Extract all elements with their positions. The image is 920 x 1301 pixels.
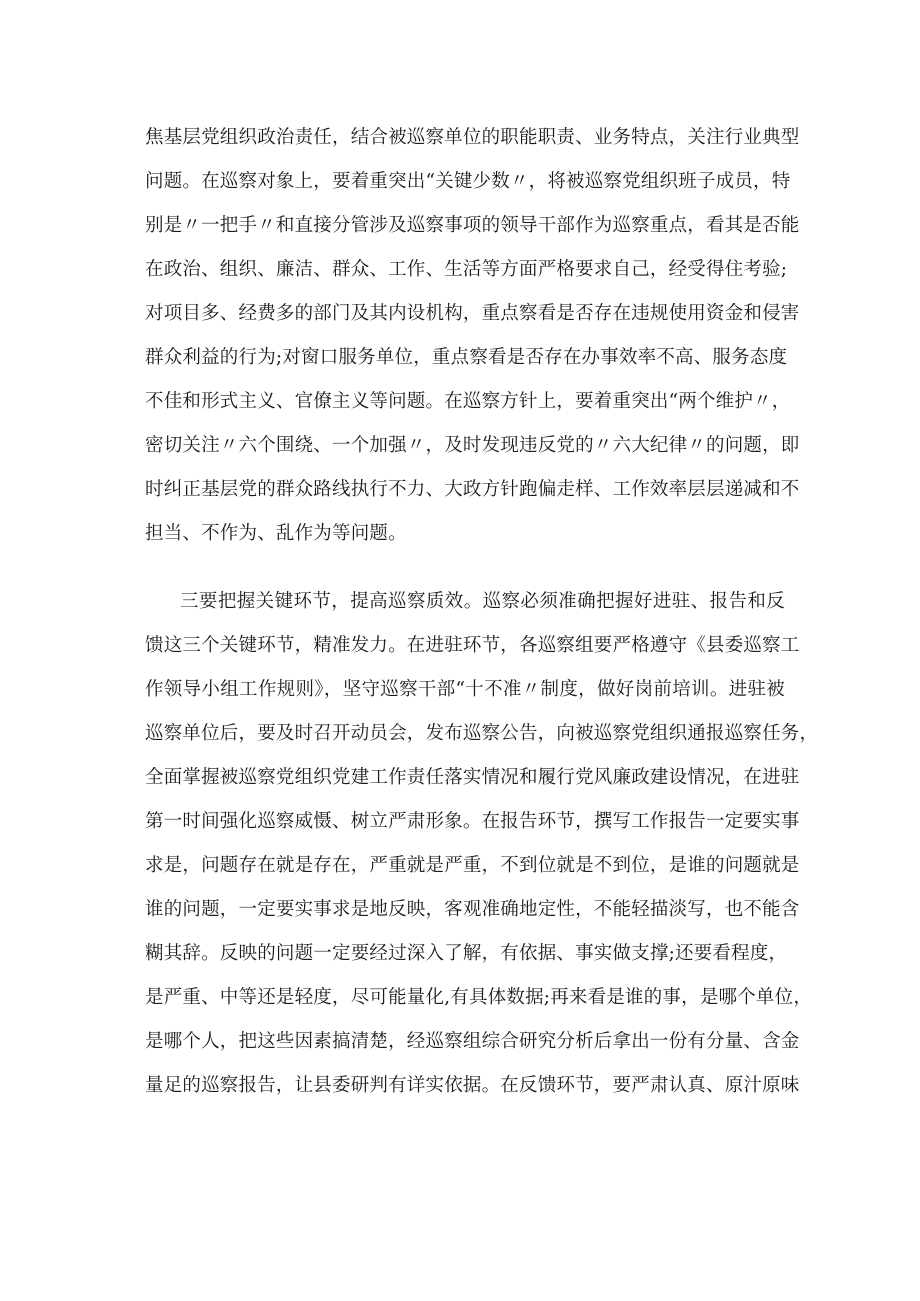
text-line-14: 巡察单位后，要及时召开动员会，发布巡察公告，向被巡察党组织通报巡察任务， — [145, 723, 819, 744]
text-line-19: 糊其辞。反映的问题一定要经过深入了解，有依据、事实做支撑;还要看程度， — [145, 943, 788, 964]
text-line-22: 量足的巡察报告，让县委研判有详实依据。在反馈环节，要严肃认真、原汁原味 — [145, 1075, 800, 1096]
text-line-2: 问题。在巡察对象上，要着重突出“关键少数〃，将被巡察党组织班子成员，特 — [145, 171, 791, 192]
text-line-12: 馈这三个关键环节，精准发力。在进驻环节，各巡察组要严格遵守《县委巡察工 — [145, 635, 800, 656]
text-line-18: 谁的问题，一定要实事求是地反映，客观准确地定性，不能轻描淡写，也不能含 — [145, 899, 800, 920]
text-line-21: 是哪个人，把这些因素搞清楚，经巡察组综合研究分析后拿出一份有分量、含金 — [145, 1031, 800, 1052]
text-line-16: 第一时间强化巡察威慑、树立严肃形象。在报告环节，撰写工作报告一定要实事 — [145, 811, 800, 832]
text-line-10: 担当、不作为、乱作为等问题。 — [145, 523, 407, 544]
text-line-1: 焦基层党组织政治责任，结合被巡察单位的职能职责、业务特点，关注行业典型 — [145, 127, 800, 148]
text-line-20: 是严重、中等还是轻度，尽可能量化,有具体数据;再来看是谁的事，是哪个单位， — [145, 987, 813, 1008]
text-line-15: 全面掌握被巡察党组织党建工作责任落实情况和履行党风廉政建设情况，在进驻 — [145, 767, 800, 788]
text-line-4: 在政治、组织、廉洁、群众、工作、生活等方面严格要求自己，经受得住考验; — [145, 259, 788, 280]
text-line-5: 对项目多、经费多的部门及其内设机构，重点察看是否存在违规使用资金和侵害 — [145, 303, 800, 324]
paragraph-start-line: 三要把握关键环节，提高巡察质效。巡察必须准确把握好进驻、报告和反 — [180, 591, 785, 612]
text-line-6: 群众利益的行为;对窗口服务单位，重点察看是否存在办事效率不高、服务态度 — [145, 347, 788, 368]
text-line-9: 时纠正基层党的群众路线执行不力、大政方针跑偏走样、工作效率层层递减和不 — [145, 479, 800, 500]
text-line-17: 求是，问题存在就是存在，严重就是严重，不到位就是不到位，是谁的问题就是 — [145, 855, 800, 876]
text-line-13: 作领导小组工作规则》，坚守巡察干部“十不准〃制度，做好岗前培训。进驻被 — [145, 679, 785, 700]
text-line-8: 密切关注〃六个围绕、一个加强〃，及时发现违反党的〃六大纪律〃的问题，即 — [145, 435, 800, 456]
text-line-7: 不佳和形式主义、官僚主义等问题。在巡察方针上，要着重突出“两个维护〃， — [145, 391, 791, 412]
text-line-3: 别是〃一把手〃和直接分管涉及巡察事项的领导干部作为巡察重点，看其是否能 — [145, 215, 800, 236]
